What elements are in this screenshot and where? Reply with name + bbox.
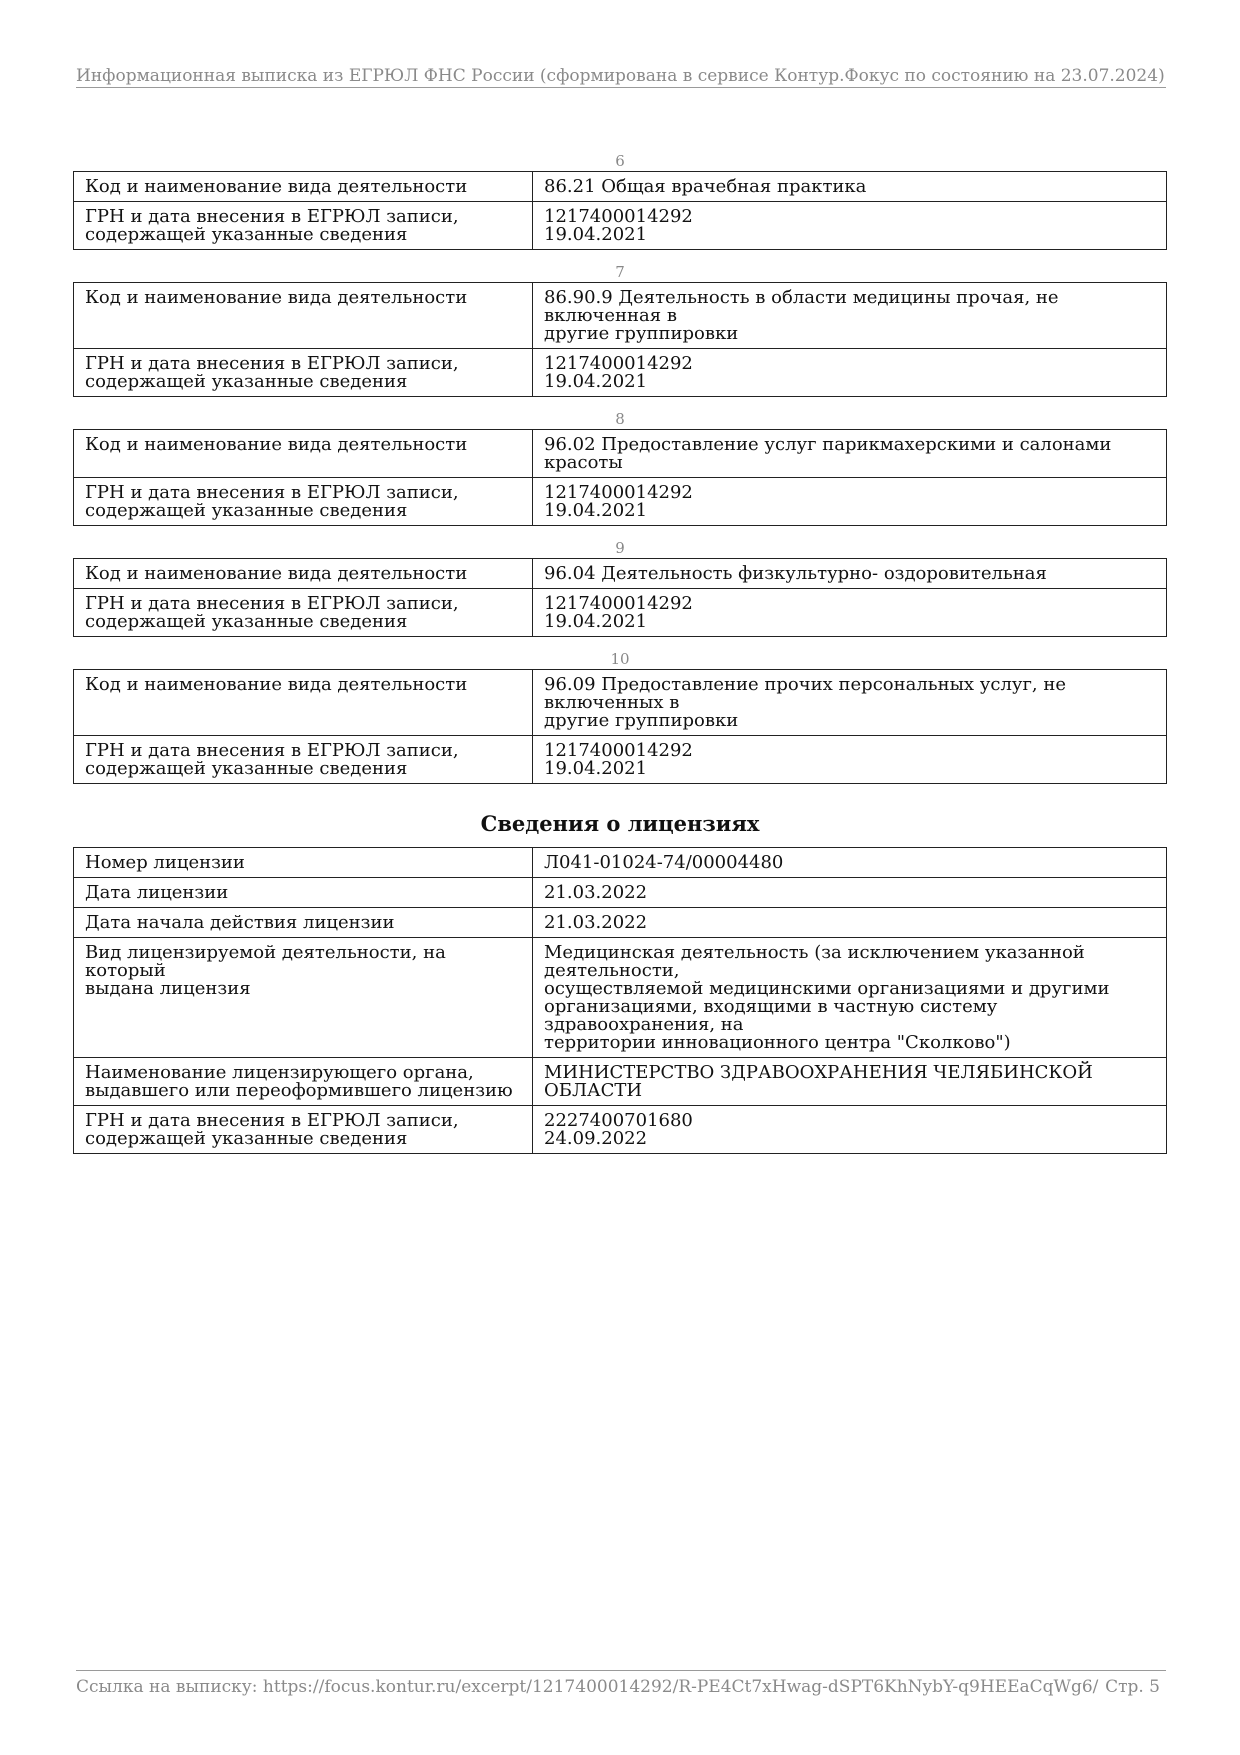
license-field-value-line: Л041-01024-74/00004480 <box>544 852 784 873</box>
activity-code-value <box>533 670 1167 736</box>
grn-label-line: ГРН и дата внесения в ЕГРЮЛ записи, <box>85 353 459 374</box>
license-field-label-line: Номер лицензии <box>85 852 245 873</box>
license-field-value-line: 2227400701680 <box>544 1110 693 1131</box>
activity-number: 6 <box>615 152 625 170</box>
page-header <box>76 66 1166 88</box>
grn-number: 1217400014292 <box>544 740 693 761</box>
grn-date: 19.04.2021 <box>544 371 648 392</box>
table-row <box>74 878 1167 908</box>
license-field-label-line: содержащей указанные сведения <box>85 1128 408 1149</box>
grn-value <box>533 589 1167 637</box>
grn-label-line: содержащей указанные сведения <box>85 500 408 521</box>
activity-number: 7 <box>615 263 625 281</box>
license-field-value <box>533 938 1167 1058</box>
table-row <box>74 478 1167 526</box>
table-row <box>74 559 1167 589</box>
license-field-label <box>74 908 533 938</box>
grn-date: 19.04.2021 <box>544 758 648 779</box>
grn-value <box>533 349 1167 397</box>
table-row <box>74 670 1167 736</box>
table-row <box>74 938 1167 1058</box>
grn-date: 19.04.2021 <box>544 224 648 245</box>
licenses-table <box>73 847 1167 1154</box>
activity-code-value <box>533 172 1167 202</box>
activity-code-label: Код и наименование вида деятельности <box>74 172 533 202</box>
grn-date: 19.04.2021 <box>544 611 648 632</box>
license-field-value <box>533 1106 1167 1154</box>
activity-code-value-line: другие группировки <box>544 710 739 731</box>
table-row <box>74 1106 1167 1154</box>
excerpt-link[interactable]: Ссылка на выписку: https://focus.kontur.ru/excerpt/1217400014292/R-PE4Ct7xHwag-dSPT6KhNybY-q9HEEaCqWg6/ <box>76 1677 1099 1697</box>
activity-code-value <box>533 559 1167 589</box>
table-row <box>74 1058 1167 1106</box>
grn-value <box>533 202 1167 250</box>
activity-number: 9 <box>615 539 625 557</box>
grn-value <box>533 478 1167 526</box>
activity-table <box>73 429 1167 526</box>
license-field-label <box>74 1106 533 1154</box>
license-field-value <box>533 908 1167 938</box>
grn-label-line: ГРН и дата внесения в ЕГРЮЛ записи, <box>85 740 459 761</box>
activity-number: 10 <box>610 650 630 668</box>
activity-table <box>73 669 1167 784</box>
grn-number: 1217400014292 <box>544 206 693 227</box>
activity-code-value-line: 86.90.9 Деятельность в области медицины прочая, не включенная в <box>544 287 1059 326</box>
license-field-label <box>74 938 533 1058</box>
licenses-title: Сведения о лицензиях <box>480 811 760 836</box>
license-field-label-line: выдавшего или переоформившего лицензию <box>85 1080 513 1101</box>
license-field-value-line: территории инновационного центра "Сколково") <box>544 1032 1011 1053</box>
license-field-value-line: МИНИСТЕРСТВО ЗДРАВООХРАНЕНИЯ ЧЕЛЯБИНСКОЙ ОБЛАСТИ <box>544 1062 1093 1101</box>
page-number: Стр. 5 <box>1105 1677 1160 1697</box>
table-row <box>74 283 1167 349</box>
grn-label <box>74 202 533 250</box>
table-row <box>74 172 1167 202</box>
grn-label <box>74 349 533 397</box>
grn-label-line: ГРН и дата внесения в ЕГРЮЛ записи, <box>85 206 459 227</box>
activity-code-label: Код и наименование вида деятельности <box>74 559 533 589</box>
table-row <box>74 908 1167 938</box>
license-field-label-line: Наименование лицензирующего органа, <box>85 1062 474 1083</box>
activity-table <box>73 558 1167 637</box>
activity-code-label: Код и наименование вида деятельности <box>74 430 533 478</box>
document-content <box>73 151 1167 1166</box>
grn-date: 19.04.2021 <box>544 500 648 521</box>
license-field-value-line: 21.03.2022 <box>544 882 648 903</box>
grn-label-line: содержащей указанные сведения <box>85 611 408 632</box>
activity-code-label: Код и наименование вида деятельности <box>74 670 533 736</box>
grn-label-line: ГРН и дата внесения в ЕГРЮЛ записи, <box>85 482 459 503</box>
activity-code-value-line: 86.21 Общая врачебная практика <box>544 176 867 197</box>
grn-number: 1217400014292 <box>544 353 693 374</box>
license-field-value-line: 21.03.2022 <box>544 912 648 933</box>
activity-code-value-line: другие группировки <box>544 323 739 344</box>
license-field-value <box>533 1058 1167 1106</box>
grn-label-line: содержащей указанные сведения <box>85 224 408 245</box>
grn-label-line: ГРН и дата внесения в ЕГРЮЛ записи, <box>85 593 459 614</box>
grn-label-line: содержащей указанные сведения <box>85 758 408 779</box>
activity-number: 8 <box>615 410 625 428</box>
page-footer <box>76 1670 1166 1697</box>
license-field-value-line: Медицинская деятельность (за исключением указанной деятельности, <box>544 942 1085 981</box>
license-field-label <box>74 1058 533 1106</box>
grn-number: 1217400014292 <box>544 593 693 614</box>
activity-table <box>73 282 1167 397</box>
license-field-value-line: 24.09.2022 <box>544 1128 648 1149</box>
license-field-value-line: организациями, входящими в частную систему здравоохранения, на <box>544 996 998 1035</box>
activity-table <box>73 171 1167 250</box>
table-row <box>74 848 1167 878</box>
grn-label <box>74 736 533 784</box>
license-field-value <box>533 848 1167 878</box>
header-text: Информационная выписка из ЕГРЮЛ ФНС России (сформирована в сервисе Контур.Фокус по состоянию на 23.07.2024) <box>76 66 1165 86</box>
activity-code-value-line: 96.09 Предоставление прочих персональных услуг, не включенных в <box>544 674 1066 713</box>
table-row <box>74 736 1167 784</box>
table-row <box>74 349 1167 397</box>
license-field-label-line: Дата начала действия лицензии <box>85 912 395 933</box>
table-row <box>74 202 1167 250</box>
license-field-label <box>74 848 533 878</box>
license-field-label-line: выдана лицензия <box>85 978 251 999</box>
activities-list <box>73 151 1167 784</box>
license-field-value <box>533 878 1167 908</box>
license-field-label-line: ГРН и дата внесения в ЕГРЮЛ записи, <box>85 1110 459 1131</box>
license-field-label-line: Дата лицензии <box>85 882 229 903</box>
license-field-value-line: осуществляемой медицинскими организациями и другими <box>544 978 1110 999</box>
activity-code-value <box>533 430 1167 478</box>
table-row <box>74 430 1167 478</box>
license-field-label-line: Вид лицензируемой деятельности, на который <box>85 942 446 981</box>
grn-value <box>533 736 1167 784</box>
grn-number: 1217400014292 <box>544 482 693 503</box>
activity-code-value <box>533 283 1167 349</box>
license-field-label <box>74 878 533 908</box>
activity-code-label: Код и наименование вида деятельности <box>74 283 533 349</box>
grn-label <box>74 478 533 526</box>
activity-code-value-line: 96.04 Деятельность физкультурно- оздоровительная <box>544 563 1047 584</box>
table-row <box>74 589 1167 637</box>
grn-label-line: содержащей указанные сведения <box>85 371 408 392</box>
grn-label <box>74 589 533 637</box>
activity-code-value-line: 96.02 Предоставление услуг парикмахерскими и салонами красоты <box>544 434 1112 473</box>
